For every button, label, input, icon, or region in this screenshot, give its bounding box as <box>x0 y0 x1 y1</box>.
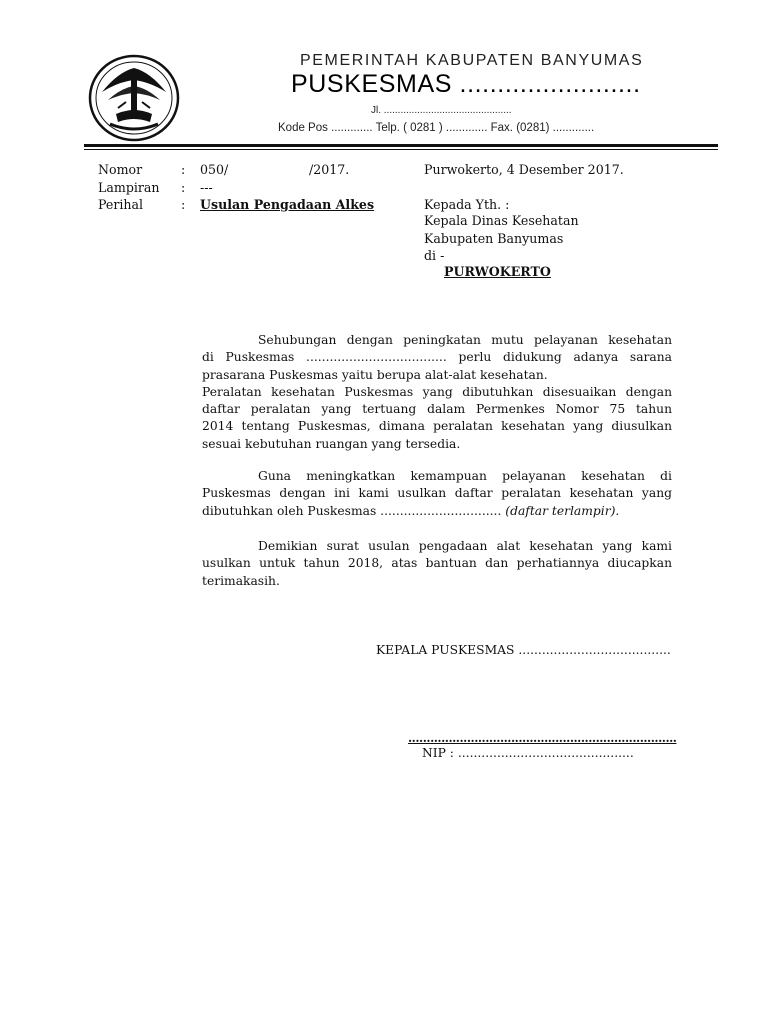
letterhead-divider-thin <box>84 149 718 150</box>
p2-line-3: dibutuhkan oleh Puskesmas ............................... <box>202 503 506 518</box>
lampiran-colon: : <box>181 180 186 195</box>
nomor-label: Nomor <box>98 162 143 177</box>
p2-line-1: Guna meningkatkan kemampuan pelayanan kesehatan di <box>258 469 672 483</box>
perihal-colon: : <box>181 197 186 212</box>
p1-line-6: 2014 tentang Puskesmas, dimana peralatan kesehatan yang diusulkan <box>202 419 672 434</box>
p1-line-4: Peralatan kesehatan Puskesmas yang dibutuhkan disesuaikan dengan <box>202 384 672 399</box>
date-place: Purwokerto, 4 Desember 2017. <box>424 162 624 177</box>
recipient-city: PURWOKERTO <box>444 264 551 279</box>
recipient-line-1: Kepala Dinas Kesehatan <box>424 213 579 228</box>
letterhead-divider-thick <box>84 144 718 147</box>
address-line: Jl. .............................................. <box>371 105 512 116</box>
p1-line-1: Sehubungan dengan peningkatan mutu pelayanan kesehatan <box>258 333 672 347</box>
p1-line-7: sesuai kebutuhan ruangan yang tersedia. <box>202 436 461 451</box>
recipient-greeting: Kepada Yth. : <box>424 197 510 212</box>
government-name: PEMERINTAH KABUPATEN BANYUMAS <box>300 52 644 69</box>
p3-line-2: usulkan untuk tahun 2018, atas bantuan dan perhatiannya diucapkan <box>202 556 672 571</box>
perihal-label: Perihal <box>98 197 144 212</box>
p2-line-2: Puskesmas dengan ini kami usulkan daftar peralatan kesehatan yang <box>202 486 672 501</box>
perihal-value: Usulan Pengadaan Alkes <box>200 197 375 212</box>
body-paragraph-3 <box>202 538 672 590</box>
lampiran-label: Lampiran <box>98 180 160 195</box>
lampiran-value: --- <box>200 180 213 195</box>
signature-nip: NIP : ............................................. <box>422 746 634 760</box>
p1-line-2: di Puskesmas .................................... perlu didukung adanya sarana <box>202 350 672 365</box>
p3-line-3: terimakasih. <box>202 573 280 588</box>
body-paragraph-2 <box>202 468 672 520</box>
regency-seal-logo <box>88 52 180 144</box>
p1-line-3: prasarana Puskesmas yaitu berupa alat-alat kesehatan. <box>202 367 548 382</box>
nomor-year: /2017. <box>309 162 350 177</box>
p2-attachment-note: (daftar terlampir). <box>505 503 620 518</box>
signature-title: KEPALA PUSKESMAS ....................................... <box>376 643 671 657</box>
nomor-colon: : <box>181 162 186 177</box>
recipient-line-3: di - <box>424 248 445 263</box>
p1-line-5: daftar peralatan yang tertuang dalam Permenkes Nomor 75 tahun <box>202 402 672 417</box>
contact-line: Kode Pos ............. Telp. ( 0281 ) ............. Fax. (0281) ............. <box>278 122 595 134</box>
signature-name-line: ......................................................................... <box>408 731 677 745</box>
recipient-line-2: Kabupaten Banyumas <box>424 231 564 246</box>
institution-name: PUSKESMAS ........................ <box>291 70 641 98</box>
p3-line-1: Demikian surat usulan pengadaan alat kesehatan yang kami <box>258 539 672 553</box>
body-paragraph-1 <box>202 332 672 453</box>
nomor-value: 050/ <box>200 162 229 177</box>
